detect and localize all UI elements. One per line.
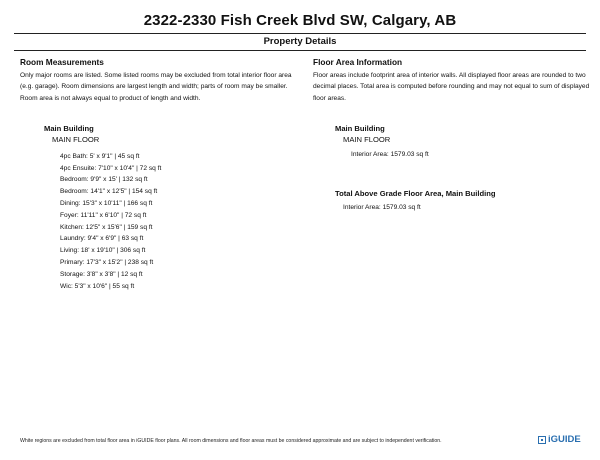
room-item: Dining: 15'3" x 10'11" | 166 sq ft [60, 200, 153, 208]
description-line: (e.g. garage). Room dimensions are largest length and width; parts of room may be smaller. [20, 83, 288, 91]
footer-disclaimer: White regions are excluded from total floor area in iGUIDE floor plans. All room dimensions and floor areas must be considered approximate and are subject to independent verification. [20, 438, 442, 444]
floor-area-description [313, 70, 598, 104]
total-interior-area: Interior Area: 1579.03 sq ft [343, 203, 421, 211]
floor-name: MAIN FLOOR [343, 134, 391, 144]
room-item: Foyer: 11'11" x 6'10" | 72 sq ft [60, 211, 147, 219]
description-line: floor areas. [313, 94, 346, 102]
room-item: Bedroom: 9'9" x 15' | 132 sq ft [60, 176, 148, 184]
description-line: Floor areas include footprint area of interior walls. All displayed floor areas are rounded to two [313, 72, 586, 79]
room-item: 4pc Bath: 5' x 9'1" | 45 sq ft [60, 152, 140, 160]
floor-area-column [313, 57, 598, 213]
room-item: Wic: 5'3" x 10'6" | 55 sq ft [60, 282, 135, 290]
building-block [335, 124, 598, 161]
floor-name: MAIN FLOOR [52, 134, 100, 144]
room-list [44, 151, 305, 293]
total-area-heading: Total Above Grade Floor Area, Main Building [335, 188, 496, 198]
room-item: Kitchen: 12'5" x 15'6" | 159 sq ft [60, 223, 153, 231]
room-measurements-heading: Room Measurements [20, 57, 104, 67]
floor-area-heading: Floor Area Information [313, 57, 403, 67]
page-title: 2322-2330 Fish Creek Blvd SW, Calgary, AB [143, 12, 457, 29]
room-item: Laundry: 9'4" x 6'9" | 63 sq ft [60, 235, 144, 243]
title-divider-top [14, 33, 586, 34]
total-area-block [335, 189, 598, 214]
interior-area: Interior Area: 1579.03 sq ft [351, 150, 429, 158]
room-item: Living: 18' x 19'10" | 306 sq ft [60, 247, 146, 255]
room-item: Bedroom: 14'1" x 12'5" | 154 sq ft [60, 188, 158, 196]
iguide-logo [538, 434, 581, 445]
room-item: Storage: 3'8" x 3'8" | 12 sq ft [60, 270, 143, 278]
section-subtitle: Property Details [263, 36, 337, 47]
building-name: Main Building [44, 123, 94, 133]
description-line: Only major rooms are listed. Some listed rooms may be excluded from total interior floor area [20, 72, 292, 79]
iguide-logo-text: iGUIDE [548, 434, 581, 445]
description-line: decimal places. Total area is computed before rounding and may not equal to sum of displayed [313, 83, 590, 91]
description-line: Room area is not always equal to product of length and width. [20, 94, 201, 102]
building-block [44, 124, 305, 293]
building-name: Main Building [335, 123, 385, 133]
title-divider-bottom [14, 50, 586, 51]
room-measurements-description [20, 70, 305, 104]
room-measurements-column [20, 57, 305, 292]
iguide-logo-icon [538, 436, 546, 444]
room-item: Primary: 17'3" x 15'2" | 238 sq ft [60, 259, 154, 267]
room-item: 4pc Ensuite: 7'10" x 10'4" | 72 sq ft [60, 164, 162, 172]
